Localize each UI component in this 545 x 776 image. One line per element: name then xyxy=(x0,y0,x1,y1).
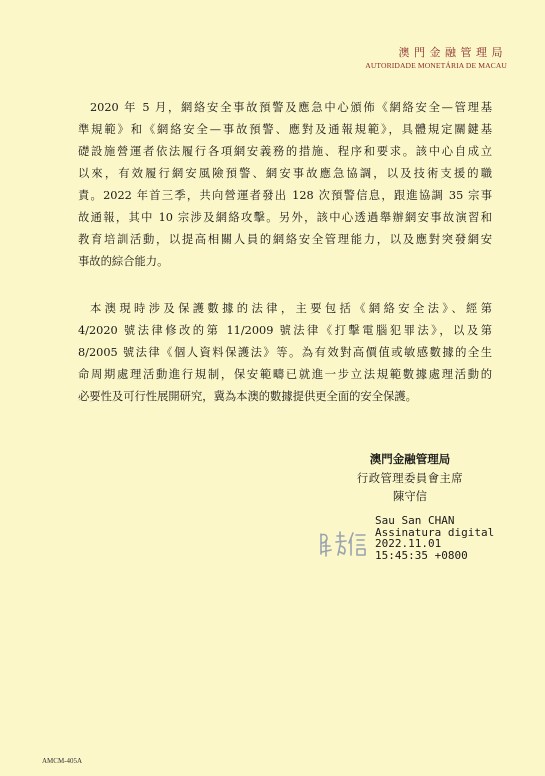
paragraph-line: 責。2022 年首三季，共向營運者發出 128 次預警信息，跟進協調 35 宗事 xyxy=(78,189,492,202)
handwritten-signature-stamp xyxy=(317,528,372,558)
digital-date: 2022.11.01 xyxy=(375,537,442,550)
digital-signer: Sau San CHAN xyxy=(375,514,455,527)
paragraph-line: 事故的綜合能力。 xyxy=(78,255,169,268)
signature-organization: 澳門金融管理局 xyxy=(369,452,451,466)
signature-block xyxy=(340,448,480,506)
body-paragraph-2 xyxy=(78,298,492,408)
paragraph-line: 命周期處理活動進行規制，保安範疇已就進一步立法規範數據處理活動的 xyxy=(78,368,492,381)
letterhead xyxy=(365,44,507,70)
digital-signature-info xyxy=(375,515,494,561)
paragraph-line: 4/2020 號法律修改的第 11/2009 號法律《打擊電腦犯罪法》，以及第 xyxy=(78,324,492,337)
body-paragraph-1 xyxy=(78,97,492,273)
paragraph-line: 8/2005 號法律《個人資料保護法》等。為有效對高價值或敏感數據的全生 xyxy=(78,346,492,359)
signature-name: 陳守信 xyxy=(393,490,427,503)
digital-label: Assinatura digital xyxy=(375,525,495,539)
digital-time: 15:45:35 +0800 xyxy=(375,548,468,562)
paragraph-line: 本澳現時涉及保護數據的法律，主要包括《網絡安全法》、經第 xyxy=(90,302,492,315)
paragraph-line: 故通報，其中 10 宗涉及網絡攻擊。另外，該中心透過舉辦網安事故演習和 xyxy=(78,211,492,224)
letterhead-name-pt: AUTORIDADE MONETÁRIA DE MACAU xyxy=(365,61,507,70)
letterhead-name-zh: 澳門金融管理局 xyxy=(398,46,507,59)
form-code: AMCM-405A xyxy=(42,757,83,765)
paragraph-line: 2020 年 5 月，網絡安全事故預警及應急中心頒佈《網絡安全—管理基 xyxy=(90,101,492,114)
paragraph-line: 礎設施營運者依法履行各項網安義務的措施、程序和要求。該中心自成立 xyxy=(78,145,492,158)
paragraph-line: 教育培訓活動，以提高相關人員的網絡安全管理能力，以及應對突發網安 xyxy=(78,233,492,246)
paragraph-line: 準規範》和《網絡安全—事故預警、應對及通報規範》，具體規定關鍵基 xyxy=(78,123,492,136)
paragraph-line: 必要性及可行性展開研究，冀為本澳的數據提供更全面的安全保護。 xyxy=(78,390,417,403)
paragraph-line: 以來，有效履行網安風險預警、網安事故應急協調，以及技術支援的職 xyxy=(78,167,492,180)
signature-title: 行政管理委員會主席 xyxy=(356,472,464,485)
